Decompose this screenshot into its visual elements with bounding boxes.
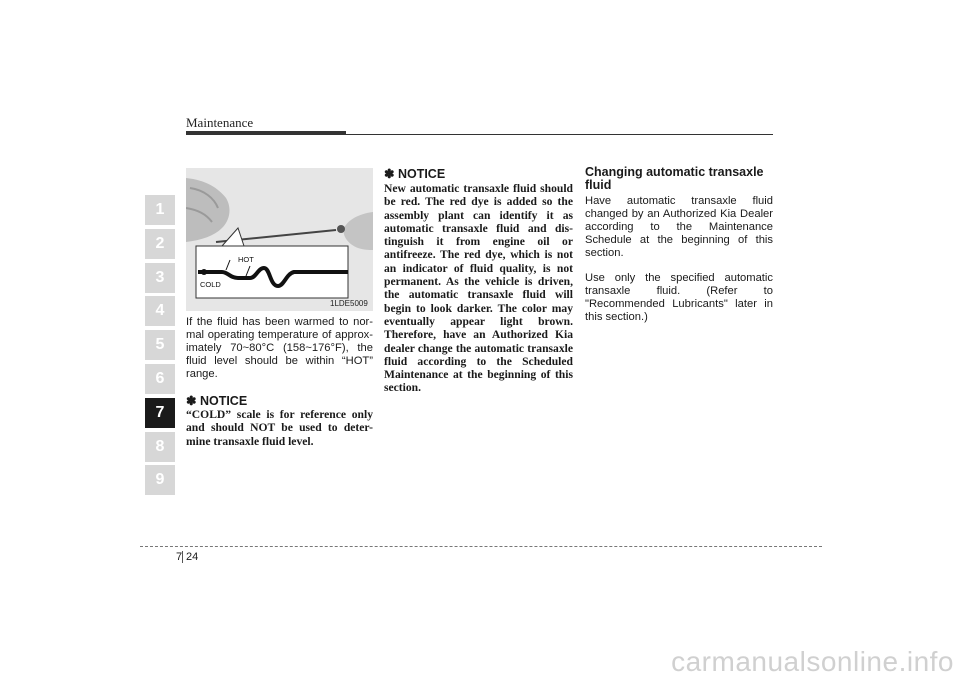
chapter-tab-7[interactable]: 7 — [145, 398, 175, 428]
figure-code: 1LDE5009 — [330, 299, 368, 308]
col2-notice-body: New automatic transaxle fluid should be red. The red dye is added so the assembly plant can identify it as automatic transaxle fluid and dis-tinguish it from engine oil or antifreeze. The red dye, which is not an indicator of fluid quality, is not permanent. As the vehicle is driven, the automatic transaxle fluid will begin to look darker. The color may eventually appear light brown. Therefore, have an Authorized Kia dealer change the automatic transaxle fluid according to the Scheduled Maintenance at the beginning of this section. — [384, 182, 573, 395]
col3-heading: Changing automatic transaxle fluid — [585, 165, 764, 192]
chapter-tab-3[interactable]: 3 — [145, 263, 175, 293]
page-chapter-number: 7 — [176, 551, 183, 563]
col3-para2: Use only the specified automatic transaxle fluid. (Refer to "Recommended Lubricants" later in this section.) — [585, 272, 773, 323]
chapter-tab-8[interactable]: 8 — [145, 432, 175, 462]
col1-notice-title: ✽ NOTICE — [186, 394, 248, 408]
chapter-tab-4[interactable]: 4 — [145, 296, 175, 326]
page-number-separator — [182, 551, 183, 563]
chapter-tabs — [145, 195, 175, 499]
chapter-tab-9[interactable]: 9 — [145, 465, 175, 495]
header-rule-accent — [186, 131, 346, 135]
col1-notice-body: “COLD” scale is for reference only and should NOT be used to deter-mine transaxle fluid level. — [186, 408, 373, 448]
chapter-tab-1[interactable]: 1 — [145, 195, 175, 225]
section-title: Maintenance — [186, 115, 254, 130]
chapter-tab-2[interactable]: 2 — [145, 229, 175, 259]
col2-notice-title: ✽ NOTICE — [384, 167, 446, 181]
page-number: 24 — [186, 551, 199, 563]
col1-intro: If the fluid has been warmed to nor-mal operating temperature of approx-imately 70~80°C (158~176°F), the fluid level should be within “HOT” range. — [186, 316, 373, 380]
footer-rule — [140, 546, 822, 547]
dipstick-figure — [186, 168, 373, 311]
dipstick-illustration — [186, 168, 373, 311]
watermark: carmanualsonline.info — [671, 646, 954, 677]
col3-para1: Have automatic transaxle fluid changed by an Authorized Kia Dealer according to the Maintenance Schedule at the beginning of this section. — [585, 195, 773, 259]
chapter-tab-6[interactable]: 6 — [145, 364, 175, 394]
chapter-tab-5[interactable]: 5 — [145, 330, 175, 360]
hot-label: HOT — [238, 255, 254, 264]
cold-label: COLD — [200, 280, 221, 289]
